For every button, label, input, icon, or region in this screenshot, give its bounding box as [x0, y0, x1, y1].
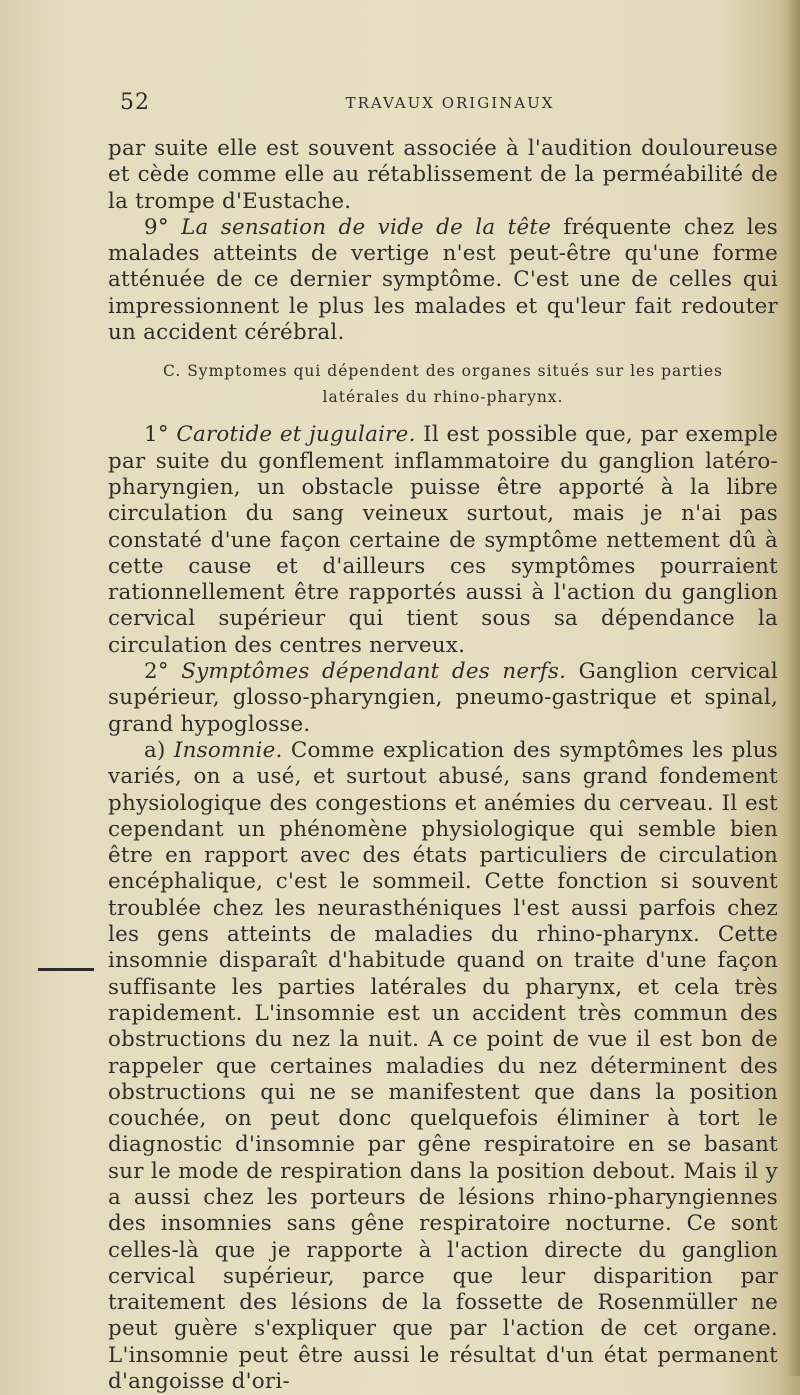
paragraph-text: Ganglion cervical supérieur, glosso-pharyngien, pneumo-gastrique et spinal, grand hypoglosse. [108, 659, 778, 737]
paragraph-continuation [108, 136, 778, 215]
item-number: 1° [144, 422, 177, 448]
section-heading-line-2: latérales du rhino-pharynx. [322, 388, 564, 407]
section-heading-line-1: C. Symptomes qui dépendent des organes situés sur les parties [163, 362, 723, 381]
margin-pencil-mark [38, 968, 94, 971]
paragraph-9 [108, 215, 778, 346]
paragraph-text: Comme explication des symptômes les plus variés, on a usé, et surtout abusé, sans grand fondement physiologique des congestions et anémies du cerveau. Il est cependant un phénomène physiologique qui semble bien être en rapport avec des états particuliers de circulation encéphalique, c'est le sommeil. Cette fonction si souvent troublée chez les neurasthéniques l'est aussi parfois chez les gens atteints de maladies du rhino-pharynx. Cette insomnie disparaît d'habitude quand on traite d'une façon suffisante les parties latérales du pharynx, et cela très rapidement. L'insomnie est un accident très commun des obstructions du nez la nuit. A ce point de vue il est bon de rappeler que certaines maladies du nez déterminent des obstructions qui ne se manifestent que dans la position couchée, on peut donc quelquefois éliminer à tort le diagnostic d'insomnie par gêne respiratoire en se basant sur le mode de respiration dans la position debout. Mais il y a aussi chez les porteurs de lésions rhino-pharyngiennes des insomnies sans gêne respiratoire nocturne. Ce sont celles-là que je rapporte à l'action directe du ganglion cervical supérieur, parce que leur disparition par traitement des lésions de la fossette de Rosenmüller ne peut guère s'expliquer que par l'action de cet organe. L'insomnie peut être aussi le résultat d'un état permanent d'angoisse d'ori- [108, 737, 778, 1395]
item-title: Insomnie. [173, 737, 283, 763]
item-title: La sensation de vide de la tête [181, 214, 552, 240]
paragraph-text: par suite elle est souvent associée à l'audition douloureuse et cède comme elle au rétablissement de la perméabilité de la trompe d'Eustache. [108, 136, 778, 214]
paragraph-2 [108, 659, 778, 738]
paragraph-a [108, 738, 778, 1395]
item-title: Carotide et jugulaire. [176, 422, 416, 448]
page-header [120, 90, 780, 120]
item-number: 2° [144, 659, 182, 685]
running-title: TRAVAUX ORIGINAUX [345, 94, 555, 112]
paragraph-1 [108, 422, 778, 659]
body-text [108, 136, 778, 1395]
page-number: 52 [120, 90, 150, 115]
paragraph-text: fréquente chez les malades atteints de vertige n'est peut-être qu'une forme atténuée de ce dernier symptôme. C'est une de celles qui impressionnent le plus les malades et qu'leur fait redouter un accident cérébral. [108, 214, 778, 346]
paragraph-text: Il est possible que, par exemple par suite du gonflement inflammatoire du ganglion latéro-pharyngien, un obstacle puisse être apporté à la libre circulation du sang veineux surtout, mais je n'ai pas constaté d'une façon certaine de symptôme nettement dû à cette cause et d'ailleurs ces symptômes pourraient rationnellement être rapportés aussi à l'action du ganglion cervical supérieur qui tient sous sa dépendance la circulation des centres nerveux. [108, 422, 778, 658]
item-label: a) [144, 737, 174, 763]
item-number: 9° [144, 214, 182, 240]
section-heading [108, 358, 778, 410]
item-title: Symptômes dépendant des nerfs. [181, 659, 567, 685]
page-edge-shadow [786, 0, 800, 1376]
